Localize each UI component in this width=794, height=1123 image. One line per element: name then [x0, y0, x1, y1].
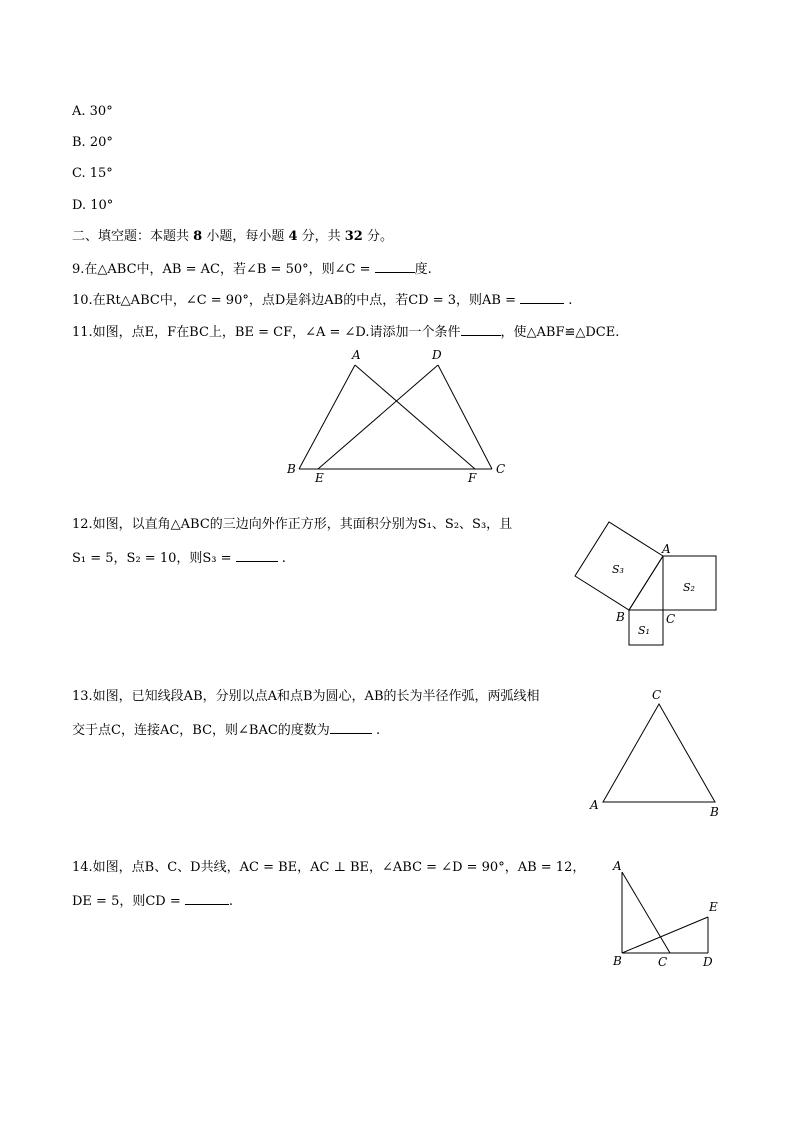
label-a: A: [662, 542, 671, 556]
label-b: B: [710, 805, 719, 819]
segment-be: [622, 917, 708, 953]
answer-blank[interactable]: [375, 260, 415, 273]
label-s3: S₃: [612, 563, 624, 576]
label-a: A: [590, 798, 599, 812]
question-11: 11.如图，点E，F在BC上，BE = CF，∠A = ∠D.请添加一个条件 ，使△ABF≌△DCE.: [72, 325, 620, 340]
figure-12: [570, 515, 730, 655]
label-c: C: [496, 462, 506, 476]
option-c: C. 15°: [72, 166, 113, 181]
question-13-line2: 交于点C，连接AC，BC，则∠BAC的度数为 .: [72, 723, 381, 738]
question-12-line1: 12.如图，以直角△ABC的三边向外作正方形，其面积分别为S₁、S₂、S₃，且: [72, 517, 513, 532]
label-e: E: [709, 900, 718, 914]
section-heading: 二、填空题：本题共 8 小题，每小题 4 分，共 32 分。: [72, 229, 393, 244]
figure-11: [280, 345, 520, 490]
label-a: A: [352, 348, 361, 362]
label-c: C: [666, 612, 676, 626]
label-d: D: [432, 348, 442, 362]
label-b: B: [613, 954, 622, 968]
segment-ac: [622, 872, 670, 953]
question-13-line1: 13.如图，已知线段AB，分别以点A和点B为圆心，AB的长为半径作弧，两弧线相: [72, 689, 540, 704]
figure-13: [580, 685, 730, 825]
answer-blank[interactable]: [330, 721, 372, 734]
segment-ab: [299, 365, 355, 469]
label-b: B: [287, 462, 296, 476]
label-a: A: [613, 859, 622, 873]
segment-af: [355, 365, 475, 469]
question-14-line2: DE = 5，则CD = .: [72, 894, 234, 909]
label-s2: S₂: [683, 581, 695, 594]
label-d: D: [703, 955, 713, 969]
label-c: C: [652, 688, 662, 702]
option-d: D. 10°: [72, 198, 114, 213]
answer-blank[interactable]: [236, 549, 278, 562]
option-a: A. 30°: [72, 104, 113, 119]
triangle-abc: [603, 704, 715, 802]
question-14-line1: 14.如图，点B、C、D共线，AC = BE，AC ⊥ BE，∠ABC = ∠D = 90°，AB = 12，: [72, 860, 586, 875]
question-9: 9.在△ABC中，AB = AC，若∠B = 50°，则∠C = 度.: [72, 262, 432, 277]
label-s1: S₁: [638, 624, 650, 637]
segment-dc: [438, 365, 492, 469]
answer-blank[interactable]: [185, 892, 229, 905]
label-f: F: [468, 471, 477, 485]
label-c: C: [658, 955, 668, 969]
answer-blank[interactable]: [461, 323, 501, 336]
triangle-abc: [629, 556, 716, 610]
label-e: E: [315, 471, 324, 485]
answer-blank[interactable]: [520, 291, 564, 304]
question-12-line2: S₁ = 5，S₂ = 10，则S₃ = .: [72, 551, 286, 566]
option-b: B. 20°: [72, 135, 113, 150]
segment-de: [318, 365, 438, 469]
figure-14: [600, 855, 730, 975]
question-10: 10.在Rt△ABC中，∠C = 90°，点D是斜边AB的中点，若CD = 3，则AB = .: [72, 293, 573, 308]
label-b: B: [616, 610, 625, 624]
